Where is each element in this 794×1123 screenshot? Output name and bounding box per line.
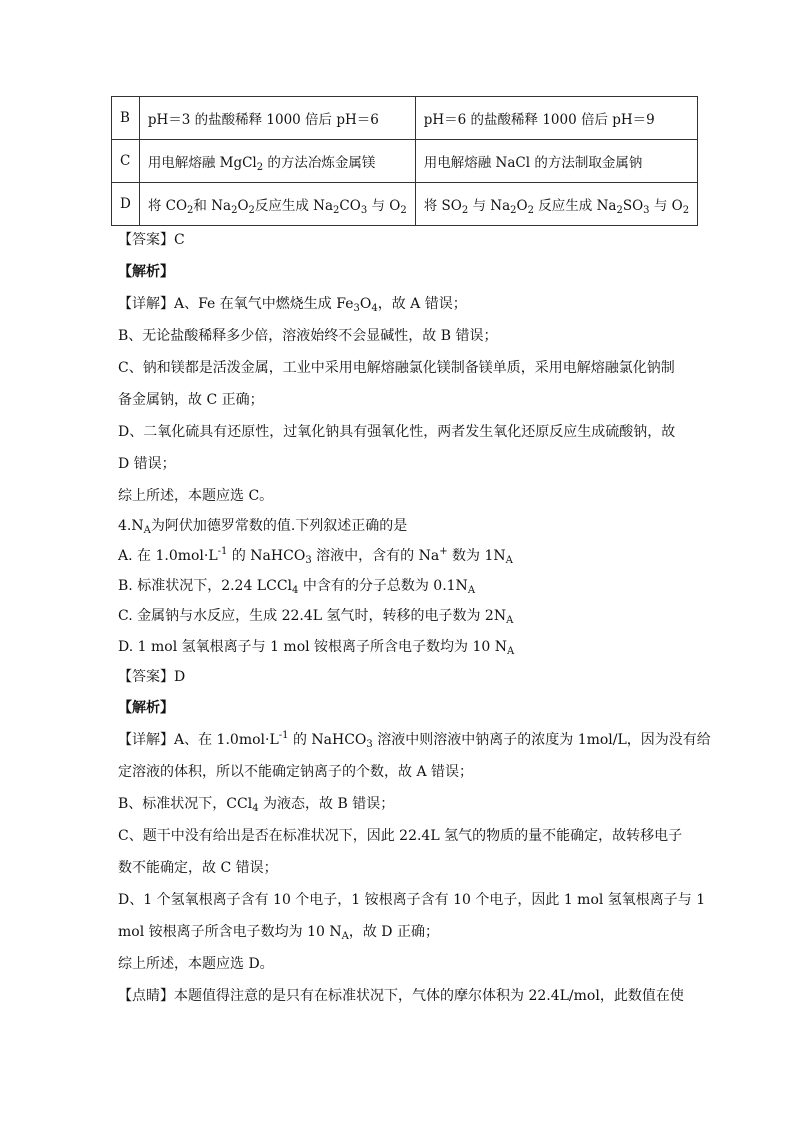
detail-line: B、无论盐酸稀释多少倍，溶液始终不会显碱性，故 B 错误； — [118, 328, 498, 344]
answer-line: 【答案】C — [118, 232, 185, 248]
detail-line: 备金属钠，故 C 正确； — [118, 392, 264, 408]
option-b: B. 标准状况下，2.24 LCCl$_4$ 中含有的分子总数为 $0.1N_A$ — [118, 578, 476, 596]
table-cell: 用电解熔融 MgCl$_2$ 的方法冶炼金属镁 — [139, 140, 415, 183]
summary-line: 综上所述，本题应选 C。 — [118, 488, 274, 504]
row-label: B — [112, 97, 140, 140]
table-cell: 将 $CO_2$和 $Na_2O_2$反应生成 $Na_2CO_3$ 与 $O_2$ — [139, 183, 415, 226]
option-d: D. 1 mol 氢氧根离子与 1 mol 铵根离子所含电子数均为 10 $N_A$ — [118, 639, 515, 657]
tip-line: 【点睛】本题值得注意的是只有在标准状况下，气体的摩尔体积为 22.4L/mol，此数值在使 — [118, 988, 684, 1004]
detail-line: C、题干中没有给出是否在标准状况下，因此 22.4L 氢气的物质的量不能确定，故转移电子 — [118, 828, 683, 844]
option-a: A. 在 $1.0mol\cdot L^{-1}$ 的 NaHCO$_3$ 溶液中，含有的 Na+ 数为 $1N_A$ — [118, 546, 513, 566]
question-stem: $4.N_A$为阿伏加德罗常数的值.下列叙述正确的是 — [118, 518, 408, 536]
summary-line: 综上所述，本题应选 D。 — [118, 956, 274, 972]
detail-line: mol 铵根离子所含电子数均为 10 $N_A$，故 D 正确； — [118, 924, 439, 942]
detail-line: 数不能确定，故 C 错误； — [118, 860, 278, 876]
detail-line: 【详解】A、Fe 在氧气中燃烧生成 $Fe_3O_4$，故 A 错误； — [118, 296, 467, 314]
detail-line: D、二氧化硫具有还原性，过氧化钠具有强氧化性，两者发生氧化还原反应生成硫酸钠，故 — [118, 424, 676, 440]
detail-line: 【详解】A、在 $1.0mol\cdot L^{-1}$ 的 NaHCO$_3$ 溶液中则溶液中钠离子的浓度为 1mol/L，因为没有给 — [118, 730, 711, 750]
detail-line: D、1 个氢氧根离子含有 10 个电子，1 铵根离子含有 10 个电子，因此 1 mol 氢氧根离子与 1 — [118, 892, 706, 908]
answer-line: 【答案】D — [118, 669, 186, 685]
table-cell: 将 $SO_2$ 与 $Na_2O_2$ 反应生成 $Na_2SO_3$ 与 $O_2$ — [415, 183, 697, 226]
table-cell: pH＝6 的盐酸稀释 1000 倍后 pH＝9 — [415, 97, 697, 140]
table-row — [112, 183, 698, 226]
table-row — [112, 140, 698, 183]
detail-line: 定溶液的体积，所以不能确定钠离子的个数，故 A 错误； — [118, 764, 474, 780]
option-c: C. 金属钠与水反应，生成 22.4L 氢气时，转移的电子数为 $2N_A$ — [118, 608, 514, 626]
detail-line: D 错误； — [118, 456, 176, 472]
table-cell: 用电解熔融 NaCl 的方法制取金属钠 — [415, 140, 697, 183]
detail-line: C、钠和镁都是活泼金属，工业中采用电解熔融氯化镁制备镁单质，采用电解熔融氯化钠制 — [118, 360, 675, 376]
detail-line: B、标准状况下，CCl$_4$ 为液态，故 B 错误； — [118, 796, 395, 814]
analysis-heading: 【解析】 — [118, 700, 174, 716]
options-table — [111, 96, 698, 226]
table-cell: pH＝3 的盐酸稀释 1000 倍后 pH＝6 — [139, 97, 415, 140]
table-row — [112, 97, 698, 140]
row-label: C — [112, 140, 140, 183]
row-label: D — [112, 183, 140, 226]
analysis-heading: 【解析】 — [118, 264, 174, 280]
